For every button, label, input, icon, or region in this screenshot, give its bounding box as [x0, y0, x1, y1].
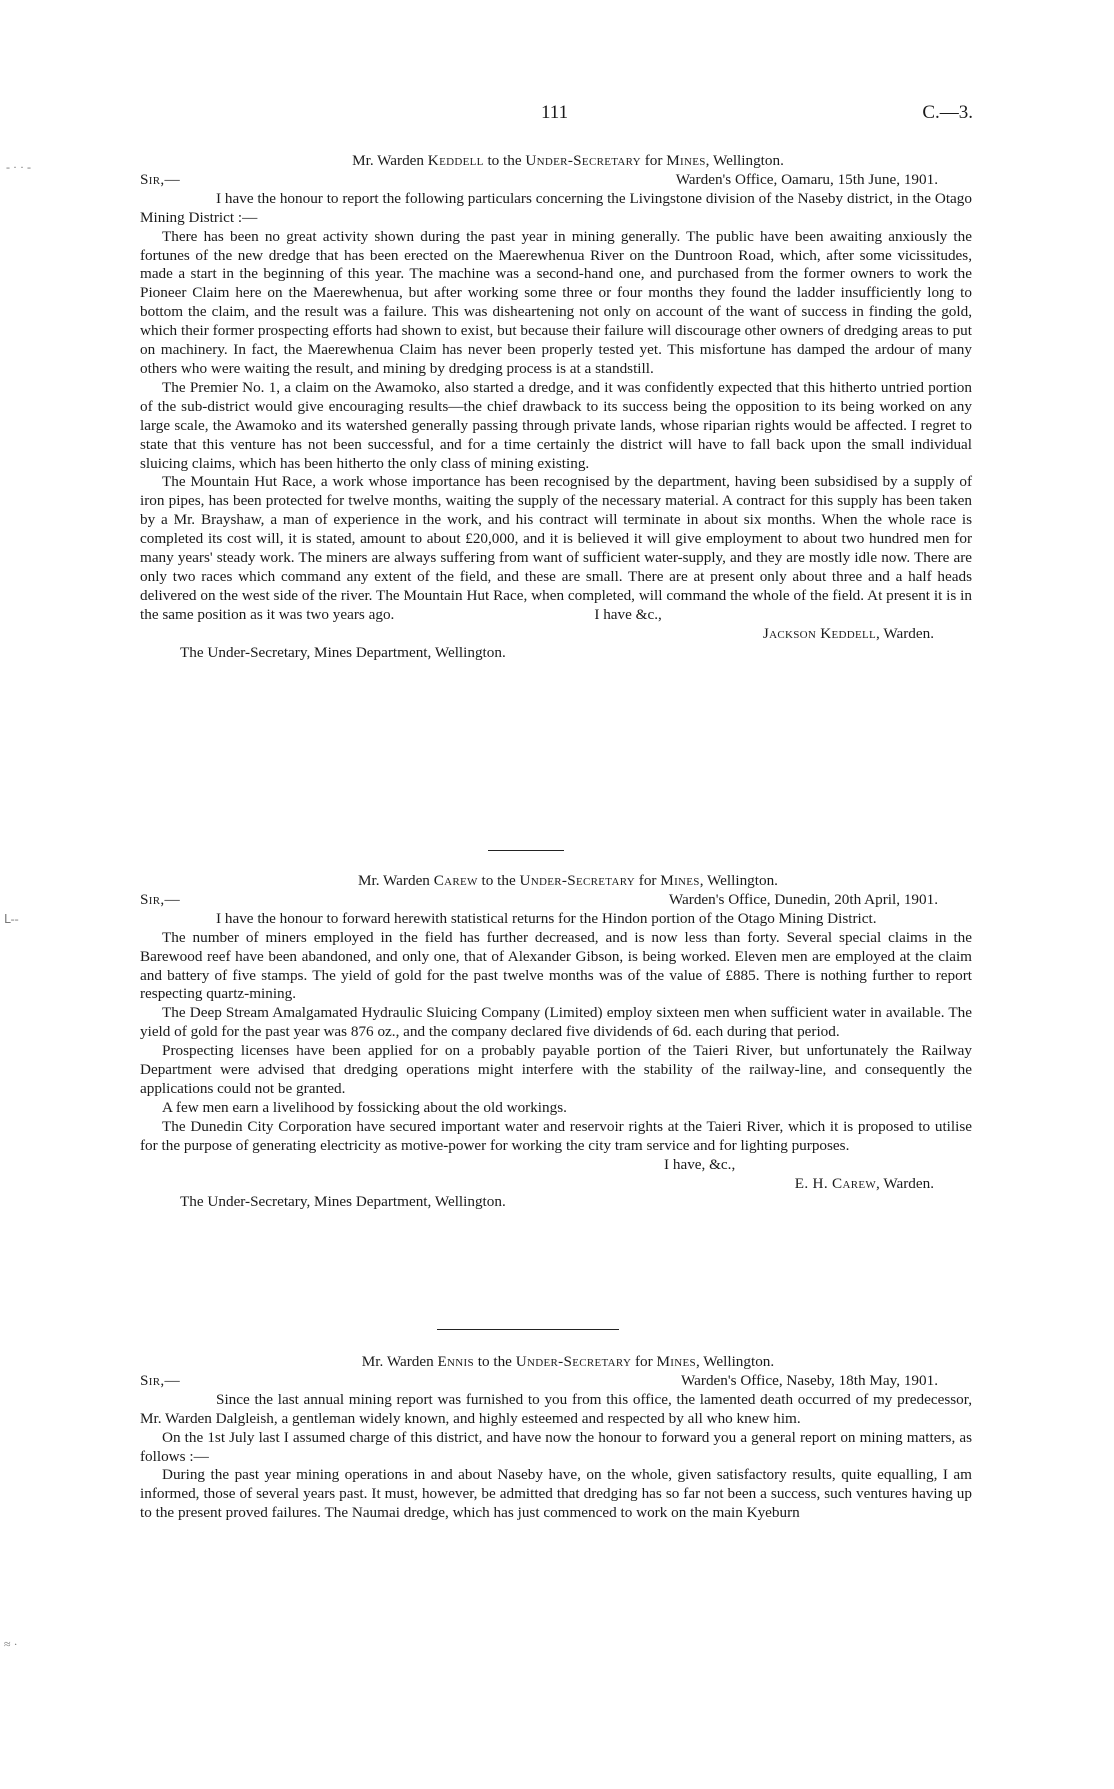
- author-name: Ennis: [437, 1353, 474, 1370]
- office-address: Warden's Office, Oamaru, 15th June, 1901.: [675, 170, 938, 188]
- paragraph: During the past year mining operations in and about Naseby have, on the whole, given satisfactory results, quite equalling, I am informed, those of several years past. It must, however, be admitted that dredging has so far not been a success, such ventures having up to the present proved failures. The Naumai dredge, which has just commenced to work on the main Kyeburn: [140, 1466, 972, 1522]
- addressee: The Under-Secretary, Mines Department, Wellington.: [180, 643, 506, 661]
- paragraph: Prospecting licenses have been applied for on a probably payable portion of the Taieri River, but unfortunately the Railway Department were advised that dredging operations might interfere with the stability of the railway-line, and consequently the applications could not be granted.: [140, 1042, 972, 1097]
- paragraph: I have the honour to forward herewith statistical returns for the Hindon portion of the Otago Mining District.: [216, 909, 877, 927]
- paragraph: The Premier No. 1, a claim on the Awamoko, also started a dredge, and it was confidently expected that this hitherto untried portion of the sub-district would give encouraging results—the chief drawback to its success being the opposition to its being worked on any large scale, the Awamoko and its watershed generally passing through private lands, whose riparian rights would be affected. I regret to state that this venture has not been successful, and for a time certainly the district will have to fall back upon the small individual sluicing claims, which has been hitherto the only class of mining existing.: [140, 378, 972, 472]
- paragraph: Since the last annual mining report was furnished to you from this office, the lamented death occurred of my predecessor, Mr. Warden Dalgleish, a gentleman widely known, and highly esteemed and respected by all who knew him.: [140, 1390, 972, 1427]
- author-name: Carew: [433, 872, 478, 889]
- page-header: [0, 104, 1114, 128]
- closing: I have, &c.,: [664, 1155, 736, 1173]
- salutation-row: [140, 1372, 972, 1391]
- paragraph: There has been no great activity shown during the past year in mining generally. The public have been awaiting anxiously the fortunes of the new dredge that has been erected on the Maerewhenua River on the Duntroon Road, which, after some vicissitudes, made a start in the beginning of this year. The machine was a second-hand one, and purchased from the former owners to work the Pioneer Claim here on the Maerewhenua, but after working some three or four months they found the ladder insufficiently long to bottom the claim, and the result was a failure. This was disheartening not only on account of the want of success in finding the gold, which their former prospecting efforts had shown to exist, but because their failure will discourage other owners of dredging areas to put on machinery. In fact, the Maerewhenua Claim has never been properly tested yet. This misfortune has damped the ardour of many others who were waiting the result, and mining by dredging process is at a standstill.: [140, 227, 972, 377]
- letter-keddell: [140, 152, 972, 662]
- paragraph: The number of miners employed in the field has further decreased, and is now less than forty. Several special claims in the Barewood reef have been abandoned, and only one, that of Alexander Gibson, is being worked. Eleven men are employed at the claim and battery of five stamps. The yield of gold for the past twelve months was of the value of £885. There is nothing further to report respecting quartz-mining.: [140, 928, 972, 1003]
- paragraph: The Deep Stream Amalgamated Hydraulic Sluicing Company (Limited) employ sixteen men when sufficient water in available. The yield of gold for the past year was 876 oz., and the company declared five dividends of 6d. each during that period.: [140, 1004, 972, 1041]
- letter-title: Mr. Warden Carew to the Under-Secretary for Mines, Wellington.: [358, 872, 778, 889]
- paragraph: On the 1st July last I assumed charge of this district, and have now the honour to forward you a general report on mining matters, as follows :—: [140, 1428, 972, 1465]
- paragraph: I have the honour to report the following particulars concerning the Livingstone division of the Naseby district, in the Otago Mining District :—: [140, 189, 972, 226]
- paragraph: The Dunedin City Corporation have secured important water and reservoir rights at the Taieri River, which it is proposed to utilise for the purpose of generating electricity as motive-power for working the city tram service and for lighting purposes.: [140, 1117, 972, 1154]
- scan-mark: ᒪ‐‐: [4, 912, 19, 926]
- addressee: The Under-Secretary, Mines Department, Wellington.: [180, 1193, 506, 1211]
- paragraph: A few men earn a livelihood by fossicking about the old workings.: [162, 1098, 567, 1116]
- letter-title: Mr. Warden Ennis to the Under-Secretary for Mines, Wellington.: [361, 1353, 775, 1370]
- letter-ennis: [140, 1353, 972, 1523]
- salutation-row: [140, 891, 972, 910]
- salutation: Sir,—: [140, 170, 180, 188]
- letter-carew: [140, 872, 972, 1212]
- signature: E. H. Carew, Warden.: [794, 1174, 934, 1192]
- scan-mark: ‐ · · ‐: [6, 160, 31, 174]
- salutation: Sir,—: [140, 890, 180, 908]
- letter-title: Mr. Warden Keddell to the Under-Secretary for Mines, Wellington.: [352, 152, 784, 169]
- page-number: 111: [541, 102, 569, 123]
- section-divider: [488, 850, 564, 851]
- office-address: Warden's Office, Dunedin, 20th April, 1901.: [668, 890, 938, 908]
- section-divider: [437, 1329, 619, 1330]
- document-reference: C.—3.: [922, 102, 973, 123]
- author-name: Keddell: [427, 152, 484, 169]
- signature: Jackson Keddell, Warden.: [762, 624, 934, 642]
- paragraph: The Mountain Hut Race, a work whose importance has been recognised by the department, having been subsidised by a supply of iron pipes, has been protected for twelve months, waiting the supply of the necessary material. A contract for this supply has been taken by a Mr. Brayshaw, a man of experience in the work, and his contract will terminate in about six months. When the whole race is completed its cost will, it is stated, amount to about £20,000, and it is believed it will give employment to about two hundred men for many years' steady work. The miners are always suffering from want of sufficient water-supply, and they are mostly idle now. There are only two races which command any extent of the field, and these are small. There are at present only about three and a half heads delivered on the west side of the river. The Mountain Hut Race, when completed, will command the whole of the field. At present it is in the same position as it was two years ago. I have &c.,: [140, 473, 972, 623]
- scan-mark: ≈ ·: [4, 1637, 18, 1651]
- salutation: Sir,—: [140, 1371, 180, 1389]
- closing: I have &c.,: [594, 605, 662, 623]
- salutation-row: [140, 171, 972, 190]
- office-address: Warden's Office, Naseby, 18th May, 1901.: [681, 1371, 938, 1389]
